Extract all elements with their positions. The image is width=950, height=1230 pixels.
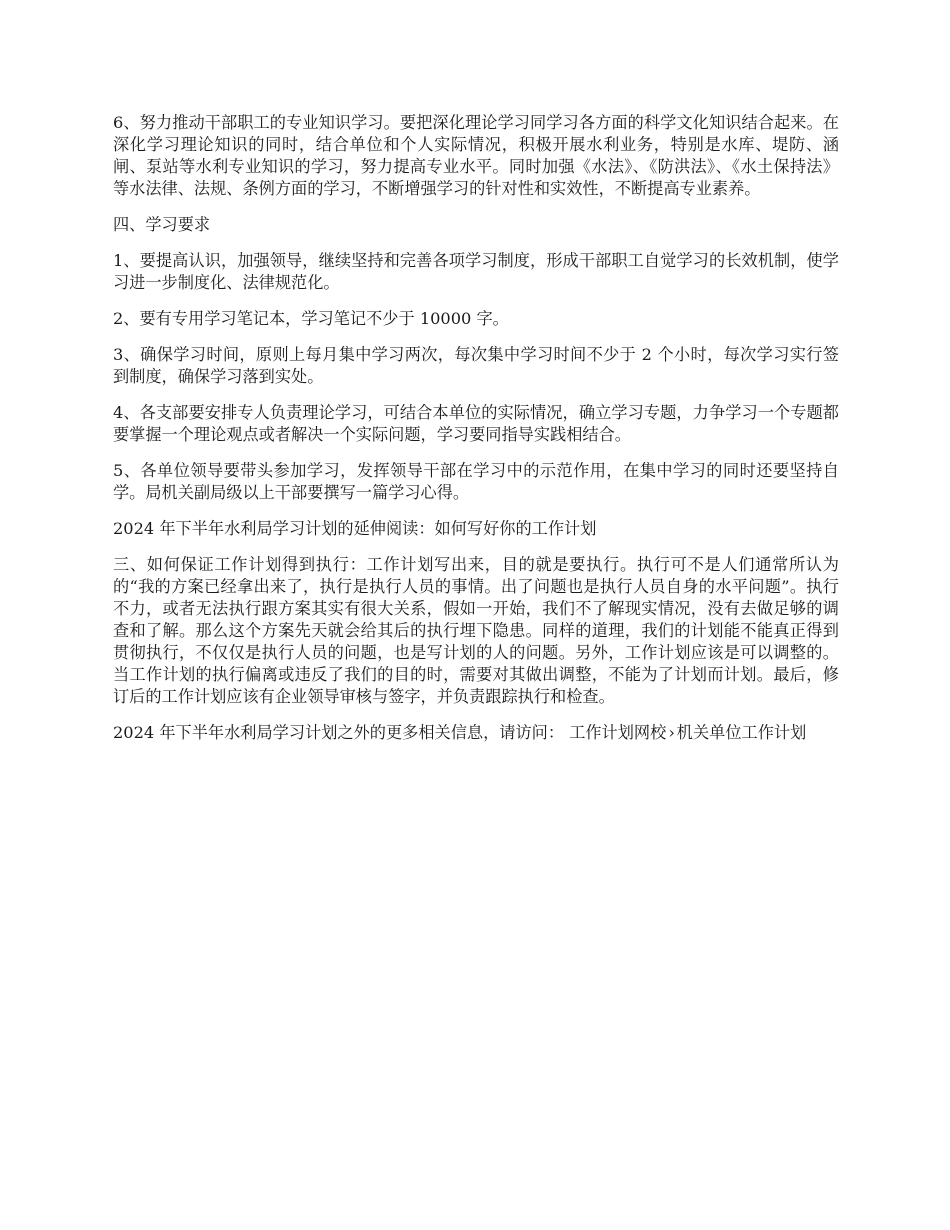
paragraph-requirement-5: 5、各单位领导要带头参加学习，发挥领导干部在学习中的示范作用，在集中学习的同时还要坚持自学。局机关副局级以上干部要撰写一篇学习心得。 [113,461,839,502]
section-heading-requirements: 四、学习要求 [113,215,211,234]
paragraph-requirement-3: 3、确保学习时间，原则上每月集中学习两次，每次集中学习时间不少于 2 个小时，每次学习实行签到制度，确保学习落到实处。 [113,345,839,386]
paragraph-requirement-1: 1、要提高认识，加强领导，继续坚持和完善各项学习制度，形成干部职工自觉学习的长效机制，使学习进一步制度化、法律规范化。 [113,251,839,292]
paragraph-requirement-2: 2、要有专用学习笔记本，学习笔记不少于 10000 字。 [113,309,509,328]
breadcrumb-separator: › [668,723,675,742]
footer-prefix: 2024 年下半年水利局学习计划之外的更多相关信息，请访问： [113,723,565,742]
footer-related-info [113,722,839,744]
document-body [113,112,839,758]
link-agency-work-plan[interactable]: 机关单位工作计划 [676,723,807,742]
paragraph-requirement-4: 4、各支部要安排专人负责理论学习，可结合本单位的实际情况，确立学习专题，力争学习一个专题都要掌握一个理论观点或者解决一个实际问题，学习要同指导实践相结合。 [113,403,839,444]
paragraph-professional-study: 6、努力推动干部职工的专业知识学习。要把深化理论学习同学习各方面的科学文化知识结合起来。在深化学习理论知识的同时，结合单位和个人实际情况，积极开展水利业务，特别是水库、堤防、涵闸、泵站等水利专业知识的学习，努力提高专业水平。同时加强《水法》、《防洪法》、《水土保持法》等水法律、法规、条例方面的学习，不断增强学习的针对性和实效性，不断提高专业素养。 [113,113,839,198]
paragraph-plan-execution: 三、如何保证工作计划得到执行：工作计划写出来，目的就是要执行。执行可不是人们通常所认为的“我的方案已经拿出来了，执行是执行人员的事情。出了问题也是执行人员自身的水平问题”。执行不力，或者无法执行跟方案其实有很大关系，假如一开始，我们不了解现实情况，没有去做足够的调查和了解。那么这个方案先天就会给其后的执行埋下隐患。同样的道理，我们的计划能不能真正得到贯彻执行，不仅仅是执行人员的问题，也是写计划的人的问题。另外，工作计划应该是可以调整的。当工作计划的执行偏离或违反了我们的目的时，需要对其做出调整，不能为了计划而计划。最后，修订后的工作计划应该有企业领导审核与签字，并负责跟踪执行和检查。 [113,555,839,706]
link-work-plan-school[interactable]: 工作计划网校 [569,723,667,742]
extended-reading-title: 2024 年下半年水利局学习计划的延伸阅读：如何写好你的工作计划 [113,519,597,538]
